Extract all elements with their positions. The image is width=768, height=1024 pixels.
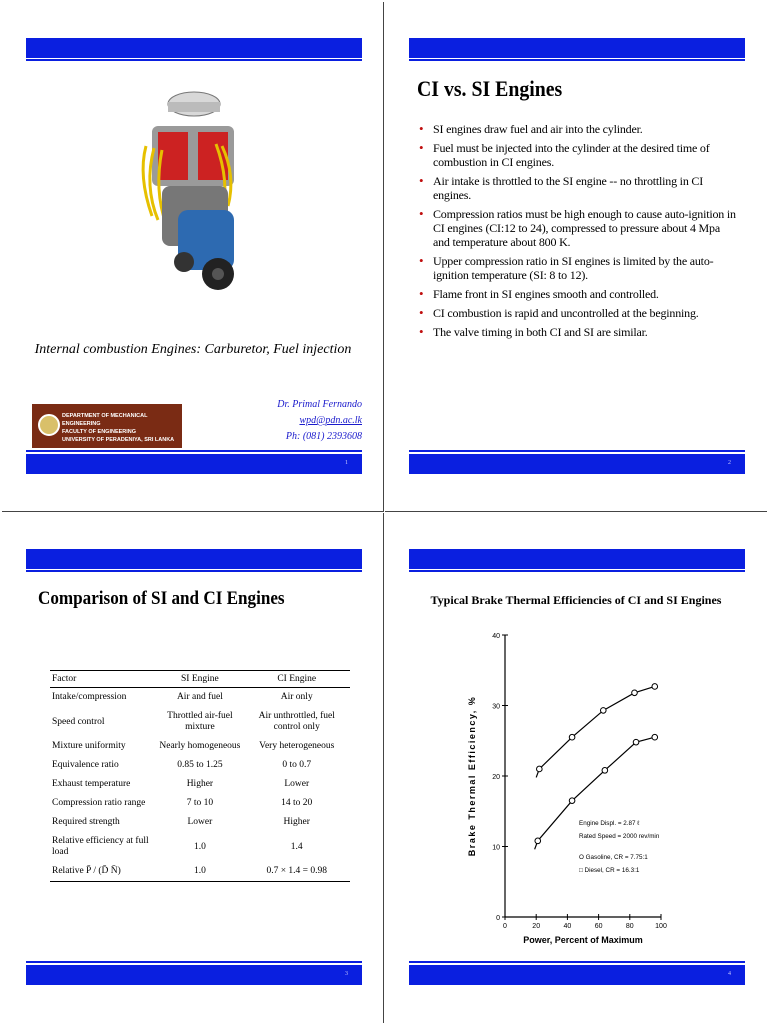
author-email[interactable]: wpd@pdn.ac.lk — [299, 415, 362, 426]
y-axis-label: Brake Thermal Efficiency, % — [467, 695, 477, 857]
slide-4 — [385, 513, 767, 1023]
data-point — [633, 739, 639, 745]
slide-2 — [385, 2, 767, 512]
table-cell: Mixture uniformity — [52, 741, 126, 751]
table-cell: Lower — [284, 779, 310, 789]
chart-annotation: Engine Displ. = 2.87 ℓ — [579, 820, 640, 827]
university-seal-icon — [38, 414, 60, 436]
dept-line: UNIVERSITY OF PERADENIYA, SRI LANKA — [62, 437, 175, 443]
table-header-row — [50, 671, 350, 688]
page-number: 3 — [345, 971, 348, 977]
page-number: 2 — [728, 460, 731, 466]
bullet-item: • Fuel must be injected into the cylinder at the desired time of combustion in CI engines. — [419, 141, 737, 169]
x-tick-label: 40 — [563, 923, 572, 930]
y-tick-label: 40 — [492, 633, 500, 640]
slide-title: Comparison of SI and CI Engines — [38, 588, 285, 609]
slide-title: Typical Brake Thermal Efficiencies of CI and SI Engines — [430, 593, 722, 607]
y-tick-label: 0 — [496, 915, 500, 922]
column-header: CI Engine — [243, 671, 350, 688]
slide-caption: Internal combustion Engines: Carburetor, Fuel injection — [34, 342, 352, 357]
table-row — [50, 775, 350, 794]
y-tick-label: 30 — [492, 703, 500, 711]
table-cell: Relative efficiency at full load — [52, 836, 149, 857]
column-header: SI Engine — [156, 671, 243, 688]
y-tick-label: 20 — [492, 774, 500, 781]
table-row — [50, 813, 350, 832]
department-logo — [32, 404, 182, 448]
slide-footer-bar — [409, 965, 745, 985]
table-cell: 1.0 — [156, 862, 243, 882]
slide-header-bar — [409, 38, 745, 58]
table-cell: Equivalence ratio — [52, 760, 119, 770]
table-cell: Required strength — [52, 817, 120, 827]
efficiency-chart — [461, 625, 701, 955]
table-row — [50, 707, 350, 737]
page-number: 1 — [345, 460, 348, 466]
author-phone: Ph: (081) 2393608 — [285, 431, 362, 442]
data-point — [632, 690, 638, 696]
table-cell: Air and fuel — [176, 692, 223, 702]
table-cell: Air unthrottled, fuel control only — [258, 711, 335, 732]
comparison-table — [50, 670, 350, 882]
table-cell: 1.0 — [193, 841, 206, 852]
slide-footer-bar — [409, 454, 745, 474]
dept-line: FACULTY OF ENGINEERING — [62, 429, 137, 435]
bullet-item: • SI engines draw fuel and air into the cylinder. — [419, 122, 737, 136]
engine-image — [132, 86, 252, 308]
slide-title: CI vs. SI Engines — [417, 76, 563, 101]
table-cell: 0.85 to 1.25 — [177, 760, 223, 770]
slide-header-bar — [26, 549, 362, 569]
table-cell: 7 to 10 — [186, 798, 214, 808]
table-cell: Air only — [280, 692, 313, 702]
slide-3 — [2, 513, 384, 1023]
table-cell: 1.4 — [290, 841, 303, 852]
data-point — [652, 734, 658, 740]
table-cell: Compression ratio range — [52, 798, 146, 808]
author-contact — [242, 397, 362, 445]
data-point — [602, 768, 608, 774]
page-number: 4 — [728, 971, 731, 977]
table-cell: 14 to 20 — [281, 798, 313, 808]
bullet-item: • The valve timing in both CI and SI are similar. — [419, 325, 737, 339]
bullet-item: • Air intake is throttled to the SI engine -- no throttling in CI engines. — [419, 174, 737, 202]
slide-header-bar — [409, 549, 745, 569]
data-point — [569, 798, 575, 804]
table-cell: Relative P̄ / (D̄ N̄) — [50, 862, 156, 882]
bullet-item: • Flame front in SI engines smooth and controlled. — [419, 287, 737, 301]
table-cell: Intake/compression — [52, 692, 127, 702]
table-cell: Exhaust temperature — [52, 779, 131, 789]
bullet-list — [419, 122, 737, 344]
table-row — [50, 794, 350, 813]
table-row — [50, 756, 350, 775]
data-point — [569, 734, 575, 740]
table-row — [50, 832, 350, 862]
x-tick-label: 100 — [655, 923, 667, 930]
dept-line: DEPARTMENT OF MECHANICAL ENGINEERING — [62, 413, 148, 427]
x-tick-label: 80 — [625, 923, 634, 930]
table-cell: Nearly homogeneous — [159, 741, 241, 751]
table-row — [50, 737, 350, 756]
table-cell: Lower — [187, 817, 213, 827]
slide-1 — [2, 2, 384, 512]
series-line-1 — [536, 686, 655, 777]
column-header: Factor — [50, 671, 156, 688]
author-name: Dr. Primal Fernando — [277, 399, 362, 410]
table-cell: Higher — [186, 779, 214, 789]
y-tick-label: 10 — [492, 844, 500, 852]
table-cell: 0.7 × 1.4 = 0.98 — [243, 862, 350, 882]
data-point — [537, 766, 543, 772]
data-point — [600, 708, 606, 714]
data-point — [535, 838, 541, 844]
x-tick-label: 60 — [594, 923, 603, 930]
table-cell: 0 to 0.7 — [282, 760, 312, 770]
bullet-item: • Compression ratios must be high enough to cause auto-ignition in CI engines (CI:12 to 24), compressed to pressure about 4 Mpa and temperature about 800 K. — [419, 207, 737, 249]
table-row — [50, 688, 350, 708]
chart-annotation: □ Diesel, CR = 16.3:1 — [579, 867, 640, 874]
chart-annotation: O Gasoline, CR = 7.75:1 — [579, 854, 648, 861]
chart-annotation: Rated Speed = 2000 rev/min — [579, 833, 660, 840]
slide-footer-bar — [26, 965, 362, 985]
table-cell: Speed control — [52, 716, 105, 727]
data-point — [652, 684, 658, 690]
bullet-item: • Upper compression ratio in SI engines is limited by the auto-ignition temperature (SI: 8 to 12). — [419, 254, 737, 282]
slide-footer-bar — [26, 454, 362, 474]
x-axis-label: Power, Percent of Maximum — [523, 935, 643, 945]
table-cell: Higher — [283, 817, 310, 827]
table-cell: Very heterogeneous — [259, 741, 335, 751]
bullet-item: • CI combustion is rapid and uncontrolled at the beginning. — [419, 306, 737, 320]
slide-header-bar — [26, 38, 362, 58]
x-tick-label: 20 — [532, 923, 541, 930]
x-tick-label: 0 — [503, 923, 507, 930]
table-row — [50, 862, 350, 882]
table-cell: Throttled air-fuel mixture — [167, 711, 233, 732]
